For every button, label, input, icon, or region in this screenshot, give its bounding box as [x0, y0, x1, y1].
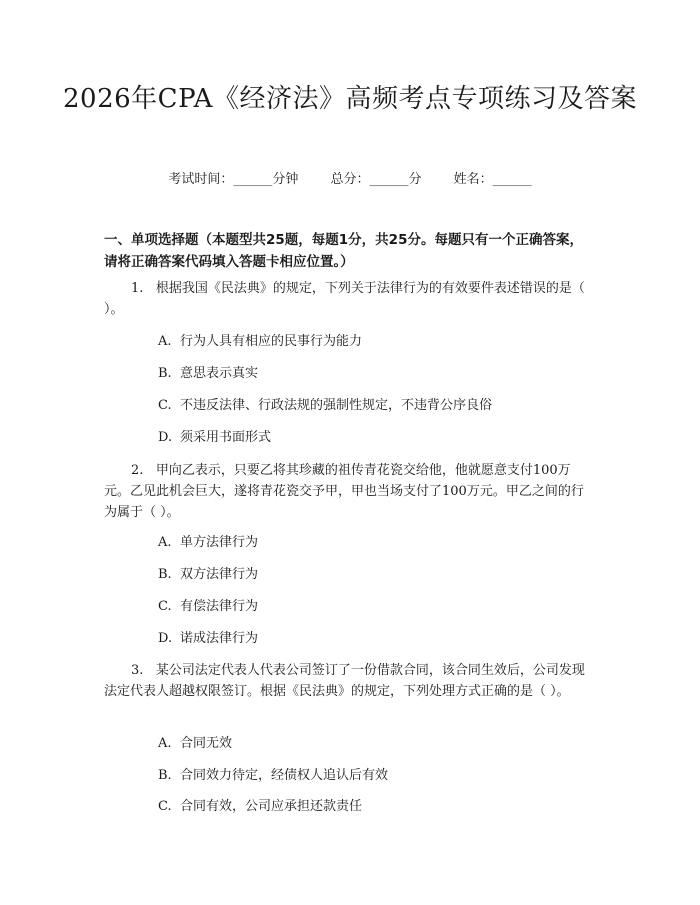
total-score-field: 总分：______分 [330, 172, 422, 187]
question-2-option-a [158, 533, 258, 553]
option-text: 双方法律行为 [180, 567, 259, 582]
question-text: 甲向乙表示，只要乙将其珍藏的祖传青花瓷交给他，他就愿意支付100万元。乙见此机会巨大，遂将青花瓷交予甲，甲也当场支付了100万元。甲乙之间的行为属于（ ）。 [104, 463, 584, 520]
option-letter: C. [158, 599, 172, 614]
name-field: 姓名：______ [453, 172, 532, 187]
question-1-stem [104, 278, 596, 320]
question-text: 根据我国《民法典》的规定，下列关于法律行为的有效要件表述错误的是（ ）。 [104, 281, 585, 317]
option-text: 诺成法律行为 [180, 631, 259, 646]
option-text: 须采用书面形式 [180, 430, 272, 445]
question-text: 某公司法定代表人代表公司签订了一份借款合同，该合同生效后，公司发现法定代表人超越权限签订。根据《民法典》的规定，下列处理方式正确的是（ ）。 [104, 663, 585, 699]
question-1-option-b [158, 364, 258, 384]
option-letter: B. [158, 768, 172, 783]
exam-time-field: 考试时间：______分钟 [168, 172, 299, 187]
option-text: 行为人具有相应的民事行为能力 [180, 334, 363, 349]
section-heading: 一、单项选择题（本题型共25题，每题1分，共25分。每题只有一个正确答案，请将正确答案代码填入答题卡相应位置。） [104, 232, 583, 270]
option-text: 单方法律行为 [180, 535, 259, 550]
question-number: 3. [131, 663, 144, 678]
option-letter: C. [158, 398, 172, 413]
option-letter: A. [158, 736, 172, 751]
option-text: 不违反法律、行政法规的强制性规定，不违背公序良俗 [180, 398, 493, 413]
option-letter: D. [158, 631, 173, 646]
question-1-option-c [158, 396, 492, 416]
question-number: 1. [131, 281, 144, 296]
question-3-stem [104, 660, 596, 702]
question-3-option-c [158, 797, 362, 817]
question-1-option-a [158, 332, 362, 352]
question-3-option-a [158, 734, 232, 754]
option-text: 意思表示真实 [180, 366, 259, 381]
option-letter: D. [158, 430, 173, 445]
question-number: 2. [131, 463, 144, 478]
question-1-option-d [158, 428, 271, 448]
option-text: 合同效力待定，经债权人追认后有效 [180, 768, 389, 783]
document-title: 2026年CPA《经济法》高频考点专项练习及答案 [63, 84, 637, 114]
question-2-option-c [158, 597, 258, 617]
question-2-stem [104, 460, 596, 523]
option-text: 合同无效 [180, 736, 233, 751]
option-text: 有偿法律行为 [180, 599, 259, 614]
option-letter: C. [158, 799, 172, 814]
exam-meta-line [0, 168, 700, 187]
option-letter: B. [158, 567, 172, 582]
question-2-option-b [158, 565, 258, 585]
question-3-option-b [158, 766, 388, 786]
option-letter: A. [158, 535, 172, 550]
question-2-option-d [158, 629, 258, 649]
option-letter: B. [158, 366, 172, 381]
option-letter: A. [158, 334, 172, 349]
option-text: 合同有效，公司应承担还款责任 [180, 799, 363, 814]
